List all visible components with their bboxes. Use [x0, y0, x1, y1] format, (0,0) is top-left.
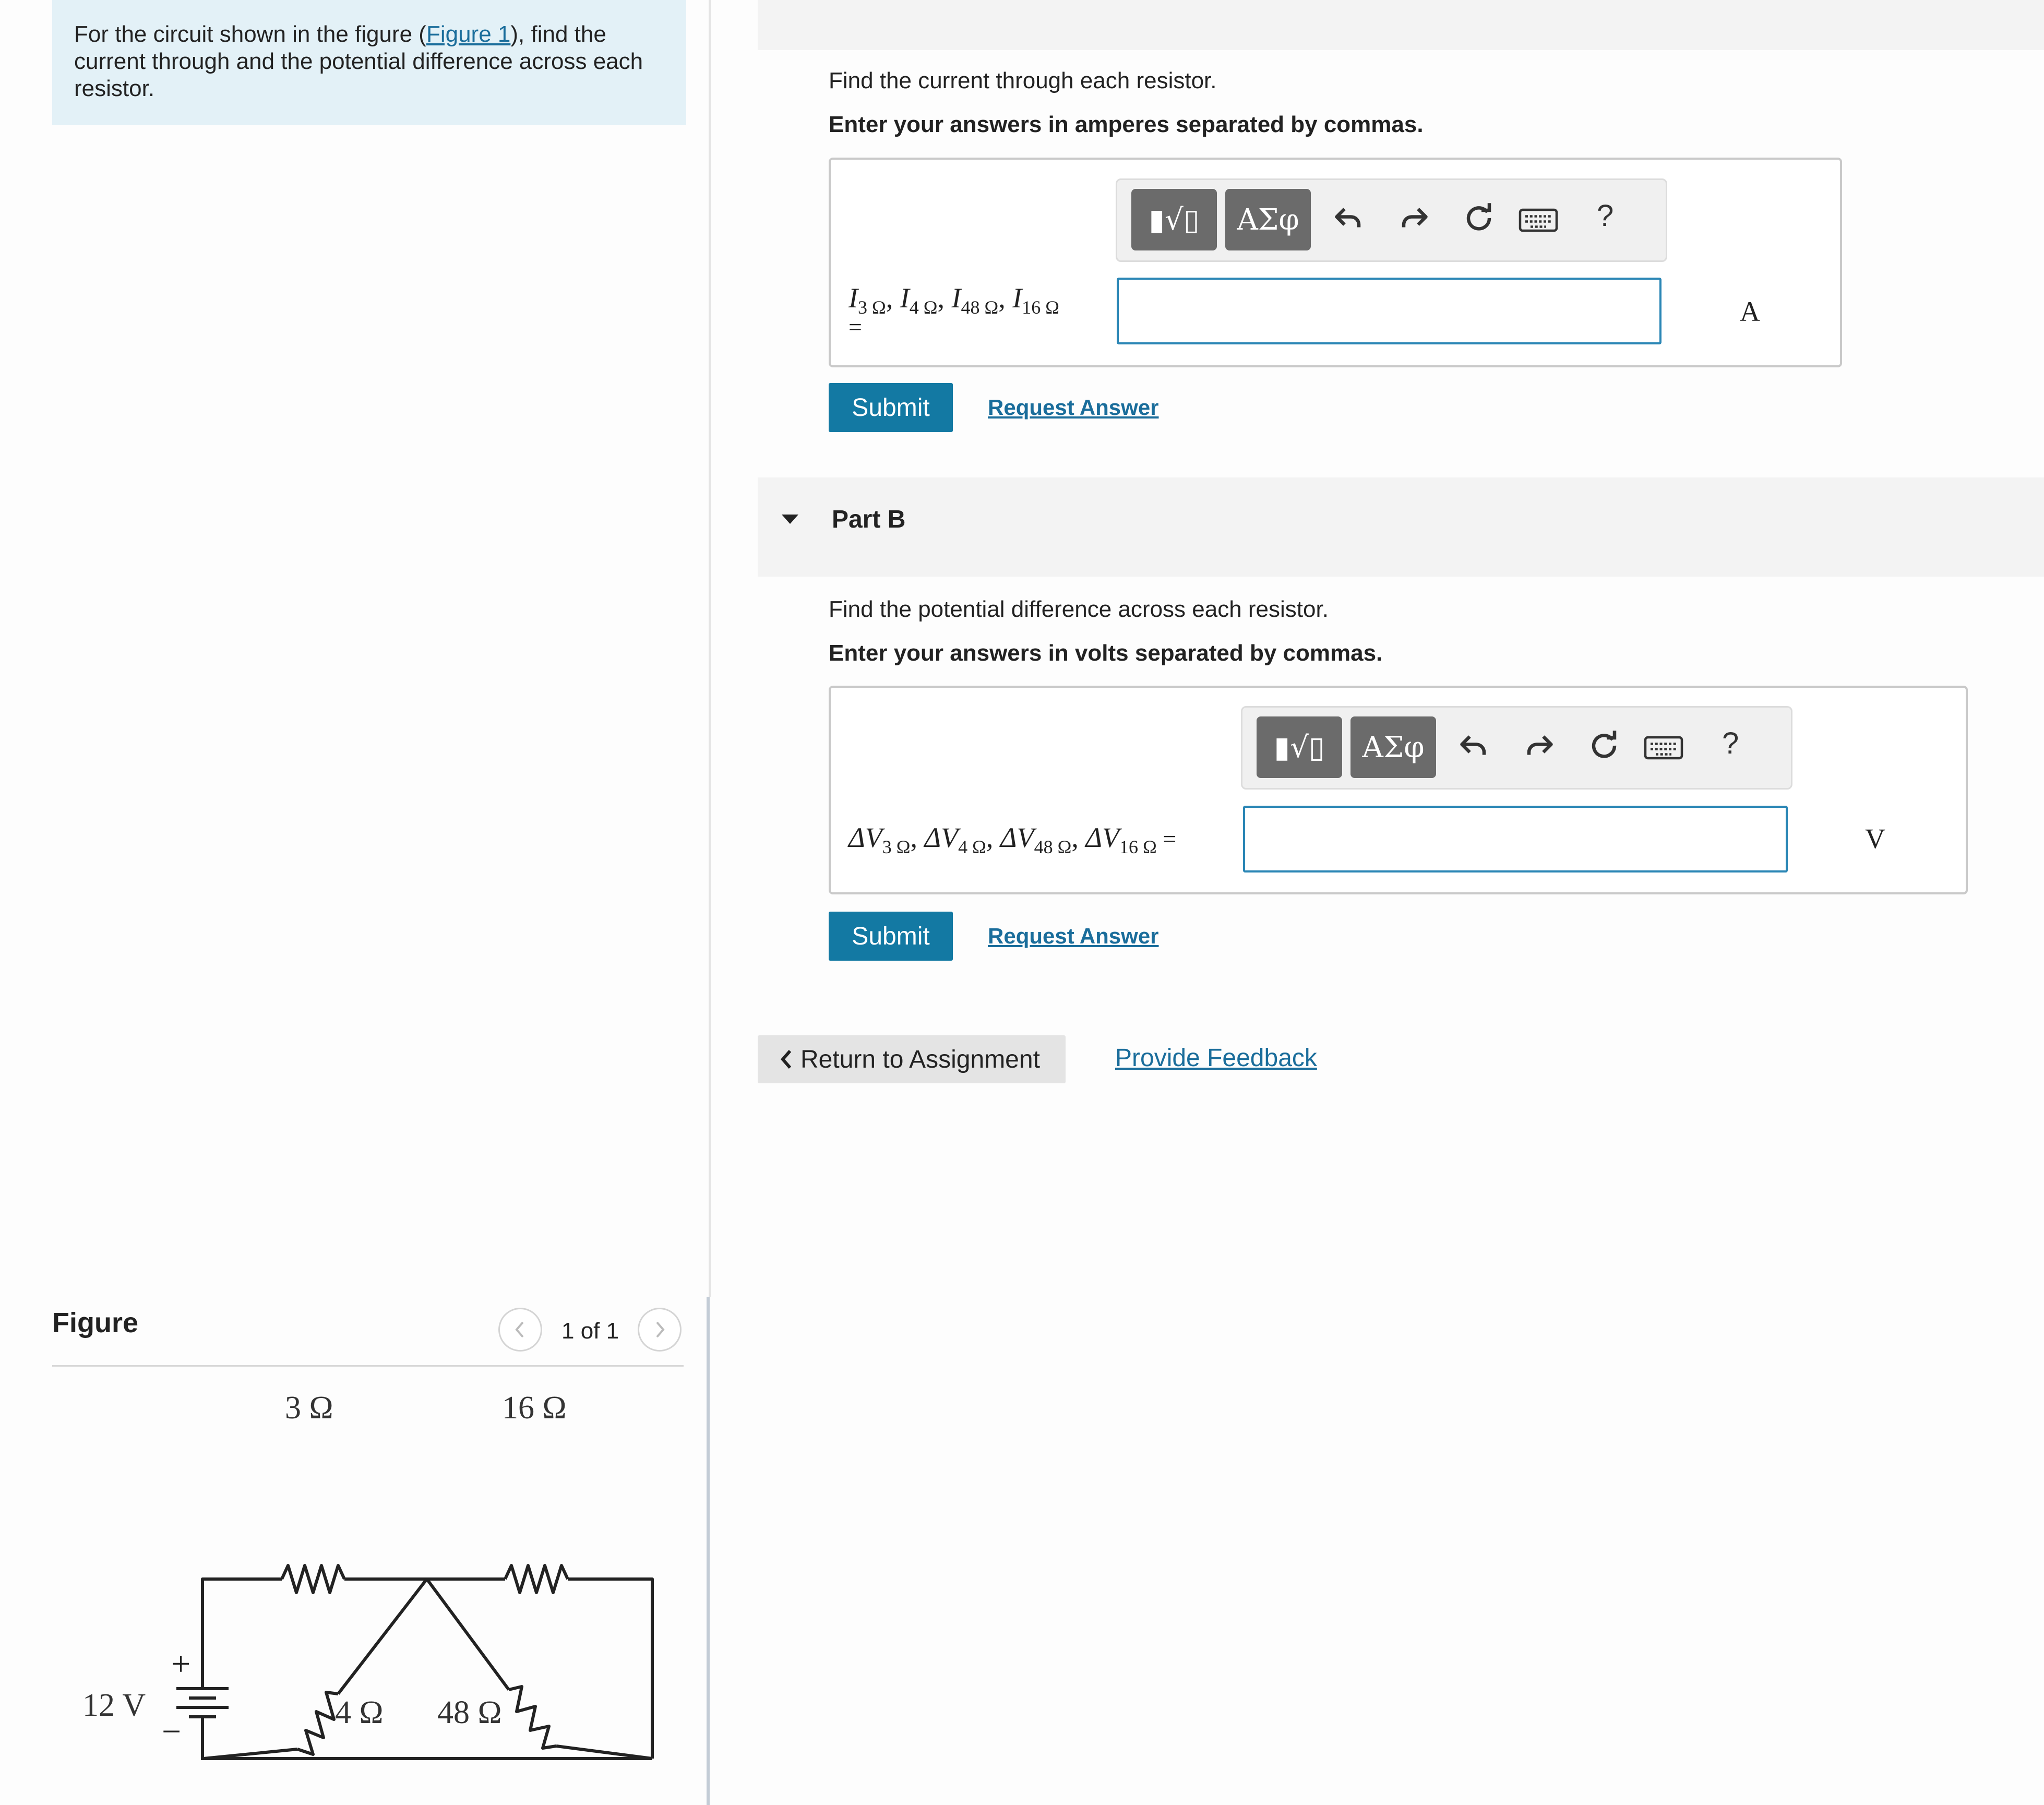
battery-plus: +: [171, 1645, 191, 1683]
problem-statement: [52, 0, 686, 125]
collapse-caret-icon[interactable]: [780, 511, 800, 530]
chevron-right-icon: [652, 1319, 667, 1340]
part-b-answer-hint: Enter your answers in volts separated by commas.: [829, 640, 1383, 666]
wire-left-top: [202, 1579, 282, 1760]
return-label: Return to Assignment: [800, 1045, 1040, 1073]
problem-text-before: For the circuit shown in the figure (: [74, 21, 426, 47]
figure-pager: 1 of 1: [561, 1318, 619, 1344]
part-a-request-answer-link[interactable]: Request Answer: [988, 395, 1159, 420]
part-a-equals: =: [848, 314, 862, 340]
figure-link[interactable]: Figure 1: [426, 21, 511, 47]
keyboard-icon[interactable]: [1642, 729, 1686, 767]
part-a-instruction: Find the current through each resistor.: [829, 68, 1217, 93]
chevron-left-icon: [780, 1049, 793, 1070]
wire-diag-right-bottom: [556, 1746, 652, 1759]
part-b-unit: V: [1865, 823, 1885, 854]
column-divider: [709, 0, 711, 1297]
part-b-label: $\Delta V_{3 \Omega}$, $\Delta V_{4 \Omega}$, $\Delta V_{48 \Omega}$, $\Delta V_{16 \Omega}$ =: [848, 822, 1177, 857]
templates-icon[interactable]: ▮√▯: [1257, 716, 1342, 778]
part-a-submit-button[interactable]: Submit: [829, 383, 953, 432]
figure-divider: [52, 1365, 684, 1367]
resistor-48ohm: [509, 1687, 556, 1748]
r2-label: 16 Ω: [502, 1390, 567, 1426]
r1-label: 3 Ω: [285, 1390, 333, 1426]
help-icon[interactable]: ?: [1597, 199, 1614, 233]
undo-icon[interactable]: [1455, 727, 1492, 764]
part-b-submit-button[interactable]: Submit: [829, 912, 953, 961]
reset-icon[interactable]: [1460, 199, 1498, 237]
wire-diag-left-top: [338, 1579, 427, 1694]
return-to-assignment-button[interactable]: [758, 1035, 1066, 1083]
part-b-equals: =: [1163, 826, 1177, 852]
undo-icon[interactable]: [1330, 199, 1367, 237]
resistor-16ohm: [505, 1565, 568, 1593]
part-a-unit: A: [1740, 296, 1760, 327]
figure-next-button[interactable]: [638, 1308, 682, 1352]
problem-text-after: ), find the current through and the potential difference across each resistor.: [74, 21, 643, 101]
wire-top-right: [568, 1579, 652, 1759]
part-a-answer-input[interactable]: [1117, 278, 1662, 344]
provide-feedback-link[interactable]: Provide Feedback: [1115, 1044, 1317, 1072]
greek-icon[interactable]: ΑΣφ: [1350, 716, 1436, 778]
reset-icon[interactable]: [1585, 727, 1623, 764]
part-b-title: Part B: [832, 506, 906, 533]
part-a-header-strip: [758, 0, 2044, 50]
r3-label: 4 Ω: [335, 1695, 384, 1730]
part-a-label: $I_{3 \Omega}$, $I_{4 \Omega}$, $I_{48 \Omega}$, $I_{16 \Omega}$: [848, 282, 1059, 318]
resistor-3ohm: [282, 1565, 344, 1593]
part-b-answer-input[interactable]: [1243, 806, 1788, 872]
wire-diag-right-top: [427, 1579, 509, 1690]
figure-prev-button[interactable]: [498, 1308, 542, 1352]
part-b-request-answer-link[interactable]: Request Answer: [988, 924, 1159, 948]
column-scrollbar[interactable]: [707, 1297, 710, 1805]
templates-icon[interactable]: ▮√▯: [1131, 189, 1217, 250]
battery-minus: −: [162, 1713, 182, 1751]
circuit-diagram: [52, 1378, 689, 1805]
greek-icon[interactable]: ΑΣφ: [1225, 189, 1311, 250]
redo-icon[interactable]: [1521, 727, 1558, 764]
chevron-left-icon: [512, 1319, 528, 1340]
figure-title: Figure: [52, 1307, 139, 1338]
part-b-header[interactable]: [758, 477, 2044, 577]
part-a-answer-hint: Enter your answers in amperes separated by commas.: [829, 112, 1424, 137]
keyboard-icon[interactable]: [1516, 201, 1560, 239]
battery-label: 12 V: [82, 1688, 146, 1723]
resistor-4ohm: [297, 1692, 338, 1754]
part-b-instruction: Find the potential difference across each resistor.: [829, 596, 1329, 622]
redo-icon[interactable]: [1395, 199, 1433, 237]
r4-label: 48 Ω: [437, 1695, 502, 1730]
help-icon[interactable]: ?: [1722, 726, 1739, 760]
